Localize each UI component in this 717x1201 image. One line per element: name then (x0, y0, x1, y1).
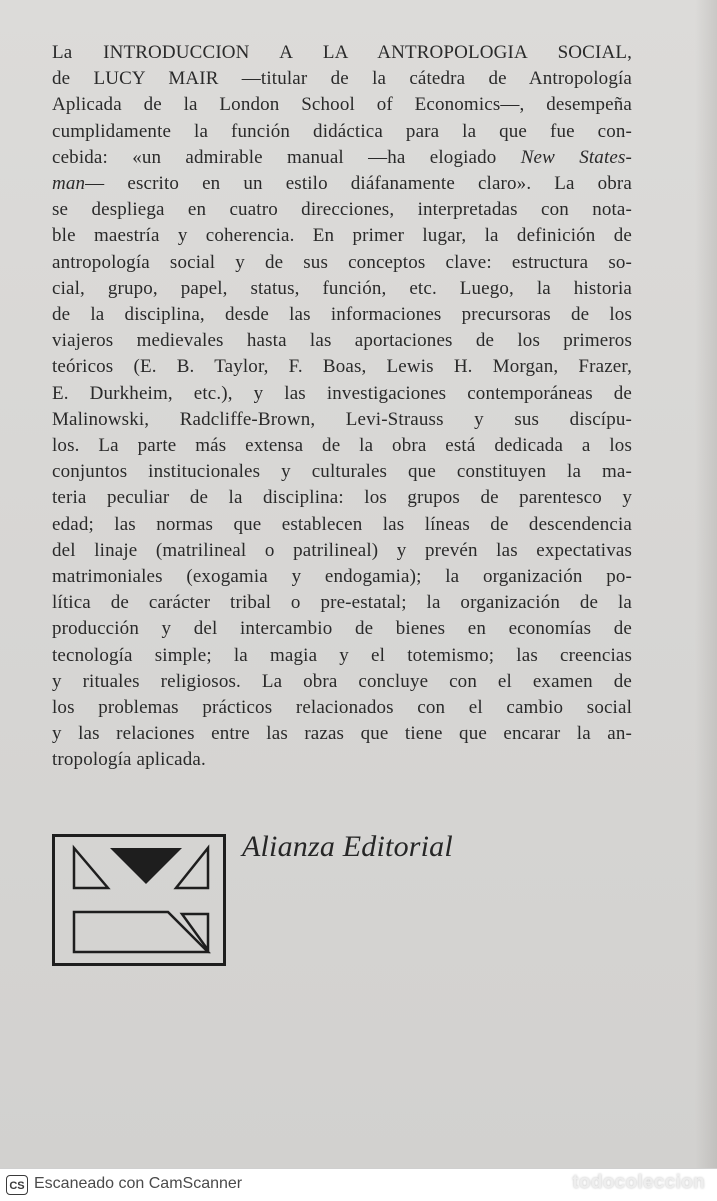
blurb-line: antropología social y de sus conceptos clave: estructura so- (52, 251, 632, 273)
blurb-line: La INTRODUCCION A LA ANTROPOLOGIA SOCIAL, (52, 42, 632, 63)
blurb-line: producción y del intercambio de bienes en economías de (52, 618, 632, 640)
magazine-title-part-1: New States- (520, 146, 632, 168)
blurb-line: matrimoniales (exogamia y endogamia); la organización po- (52, 566, 632, 588)
alianza-editorial-logo-icon (52, 834, 226, 966)
blurb-line: E. Durkheim, etc.), y las investigaciones contemporáneas de (52, 382, 632, 404)
blurb-line: ble maestría y coherencia. En primer lugar, la definición de (52, 225, 632, 247)
cover-edge-shadow (695, 0, 717, 1168)
blurb-line: viajeros medievales hasta las aportaciones de los primeros (52, 330, 632, 352)
blurb-line: teóricos (E. B. Taylor, F. Boas, Lewis H. Morgan, Frazer, (52, 356, 632, 378)
blurb-line: de la disciplina, desde las informaciones precursoras de los (52, 304, 632, 326)
blurb-line: se despliega en cuatro direcciones, interpretadas con nota- (52, 199, 632, 221)
blurb-line: y rituales religiosos. La obra concluye con el examen de (52, 670, 632, 692)
blurb-line: cial, grupo, papel, status, función, etc. Luego, la historia (52, 277, 632, 299)
blurb-line: los. La parte más extensa de la obra está dedicada a los (52, 435, 632, 457)
blurb-fragment: cebida: «un admirable manual —ha elogiado (52, 146, 521, 168)
blurb-line: y las relaciones entre las razas que tiene que encarar la an- (52, 723, 632, 745)
blurb-line: del linaje (matrilineal o patrilineal) y prevén las expectativas (52, 539, 632, 561)
blurb-line (52, 171, 632, 197)
blurb-line: tropología aplicada. (52, 749, 206, 771)
blurb-text (52, 40, 632, 774)
blurb-line: Malinowski, Radcliffe-Brown, Levi-Strauss y sus discípu- (52, 408, 632, 430)
blurb-line: cumplidamente la función didáctica para la que fue con- (52, 120, 632, 142)
blurb-line: de LUCY MAIR —titular de la cátedra de Antropología (52, 68, 632, 90)
blurb-line: tecnología simple; la magia y el totemismo; las creencias (52, 644, 632, 666)
camscanner-logo-icon: CS (6, 1175, 28, 1195)
publisher-name: Alianza Editorial (242, 830, 453, 863)
blurb-line: conjuntos institucionales y culturales que constituyen la ma- (52, 461, 632, 483)
blurb-line: lítica de carácter tribal o pre-estatal; la organización de la (52, 592, 632, 614)
blurb-fragment: — escrito en un estilo diáfanamente claro». La obra (85, 173, 632, 195)
blurb-line: Aplicada de la London School of Economics—, desempeña (52, 94, 632, 116)
magazine-title-part-2: man (52, 173, 86, 195)
watermark-text: todocoleccion (572, 1172, 705, 1193)
blurb-line: los problemas prácticos relacionados con el cambio social (52, 697, 632, 719)
blurb-line (52, 145, 632, 171)
blurb-line: edad; las normas que establecen las líneas de descendencia (52, 513, 632, 535)
blurb-line: teria peculiar de la disciplina: los grupos de parentesco y (52, 487, 632, 509)
scanner-caption: Escaneado con CamScanner (34, 1175, 243, 1192)
